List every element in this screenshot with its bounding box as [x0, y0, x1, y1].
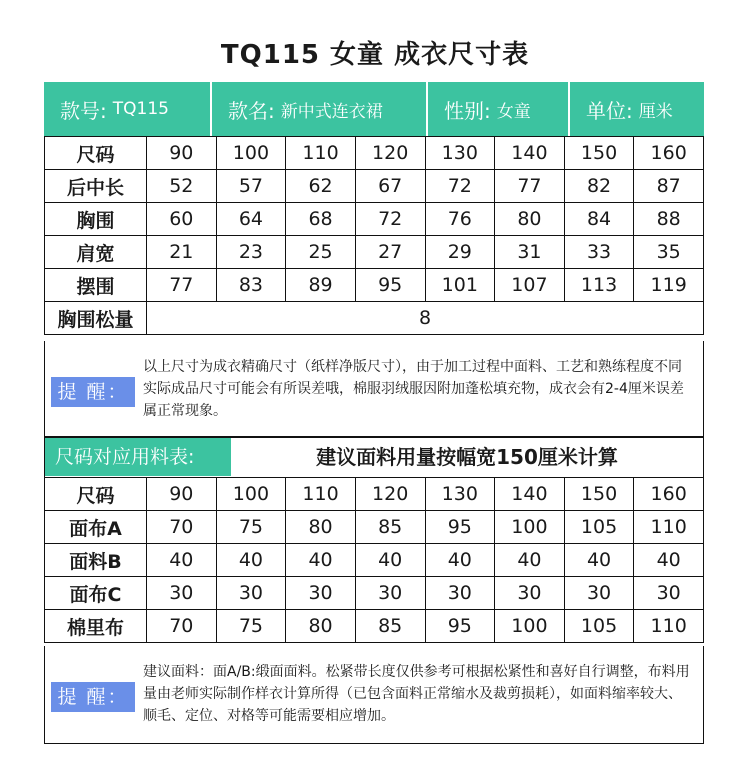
- reminder-text: 以上尺寸为成衣精确尺寸（纸样净版尺寸），由于加工过程中面料、工艺和熟练程度不同实际成品尺寸可能会有所误差哦，棉服羽绒服因附加蓬松填充物，成衣会有2-4厘米误差属正常现象。: [143, 359, 684, 419]
- table-cell: 140: [495, 137, 565, 170]
- table-cell: 85: [355, 610, 425, 643]
- table-cell: 85: [355, 511, 425, 544]
- table-cell: 140: [495, 478, 565, 511]
- gender-value: 女童: [496, 101, 531, 122]
- table-cell: 76: [425, 203, 495, 236]
- table-cell: 40: [425, 544, 495, 577]
- table-cell: 89: [286, 269, 356, 302]
- material-row: [45, 577, 704, 610]
- table-cell: 105: [564, 610, 634, 643]
- table-cell: 80: [495, 203, 565, 236]
- table-cell: 40: [355, 544, 425, 577]
- unit-cell: [568, 82, 704, 136]
- table-cell: 70: [147, 511, 217, 544]
- table-cell: 150: [564, 478, 634, 511]
- table-cell: 80: [286, 610, 356, 643]
- table-cell: 30: [564, 577, 634, 610]
- table-cell: 90: [147, 137, 217, 170]
- size-row: [45, 269, 704, 302]
- reminder-text: 建议面料：面A/B:缎面面料。松紧带长度仅供参考可根据松紧性和喜好自行调整，布料用量由老师实际制作样衣计算所得（已包含面料正常缩水及裁剪损耗），如面料缩率较大、顺毛、定位、对格等可能需要相应增加。: [143, 664, 690, 724]
- row-label: 面布A: [45, 511, 147, 544]
- row-label: 胸围: [45, 203, 147, 236]
- table-cell: 84: [564, 203, 634, 236]
- table-cell: 77: [147, 269, 217, 302]
- table-cell: 110: [634, 511, 704, 544]
- table-cell: 30: [425, 577, 495, 610]
- table-cell: 95: [425, 511, 495, 544]
- style-name-cell: [210, 82, 426, 136]
- size-row: [45, 236, 704, 269]
- table-cell: 30: [634, 577, 704, 610]
- ease-label: 胸围松量: [45, 302, 147, 335]
- table-cell: 70: [147, 610, 217, 643]
- gender-label: 性别:: [444, 98, 491, 123]
- table-cell: 120: [355, 478, 425, 511]
- table-cell: 75: [216, 610, 286, 643]
- table-cell: 68: [286, 203, 356, 236]
- ease-value: 8: [147, 302, 704, 335]
- table-cell: 40: [147, 544, 217, 577]
- table-cell: 30: [147, 577, 217, 610]
- table-cell: 29: [425, 236, 495, 269]
- table-cell: 110: [286, 478, 356, 511]
- table-cell: 40: [216, 544, 286, 577]
- row-label: 肩宽: [45, 236, 147, 269]
- table-cell: 23: [216, 236, 286, 269]
- table-cell: 130: [425, 478, 495, 511]
- table-cell: 33: [564, 236, 634, 269]
- table-cell: 80: [286, 511, 356, 544]
- table-cell: 110: [286, 137, 356, 170]
- material-section-header: [44, 437, 704, 477]
- reminder-box-2: [44, 646, 704, 744]
- table-cell: 64: [216, 203, 286, 236]
- table-cell: 30: [495, 577, 565, 610]
- table-cell: 100: [495, 610, 565, 643]
- table-cell: 77: [495, 170, 565, 203]
- table-cell: 30: [355, 577, 425, 610]
- table-cell: 101: [425, 269, 495, 302]
- size-table: [44, 136, 704, 335]
- unit-label: 单位:: [586, 98, 633, 123]
- material-section-note: 建议面料用量按幅宽150厘米计算: [316, 445, 618, 469]
- material-table: [44, 477, 704, 643]
- table-cell: 100: [216, 137, 286, 170]
- page-title: TQ115 女童 成衣尺寸表: [220, 40, 530, 70]
- table-cell: 100: [216, 478, 286, 511]
- reminder-box-1: [44, 341, 704, 437]
- table-cell: 75: [216, 511, 286, 544]
- size-row: [45, 170, 704, 203]
- ease-row: [45, 302, 704, 335]
- row-label: 尺码: [45, 478, 147, 511]
- row-label: 后中长: [45, 170, 147, 203]
- style-name-label: 款名:: [228, 98, 275, 123]
- table-cell: 60: [147, 203, 217, 236]
- table-cell: 40: [634, 544, 704, 577]
- table-cell: 72: [355, 203, 425, 236]
- style-number-value: TQ115: [112, 99, 169, 119]
- table-cell: 62: [286, 170, 356, 203]
- style-number-label: 款号:: [60, 98, 107, 123]
- table-cell: 83: [216, 269, 286, 302]
- table-cell: 27: [355, 236, 425, 269]
- style-number-cell: [44, 82, 210, 136]
- row-label: 面布C: [45, 577, 147, 610]
- table-cell: 95: [355, 269, 425, 302]
- table-cell: 21: [147, 236, 217, 269]
- style-info-bar: [44, 82, 704, 136]
- row-label: 面料B: [45, 544, 147, 577]
- table-cell: 113: [564, 269, 634, 302]
- table-cell: 87: [634, 170, 704, 203]
- table-cell: 30: [286, 577, 356, 610]
- table-cell: 110: [634, 610, 704, 643]
- table-cell: 67: [355, 170, 425, 203]
- table-cell: 105: [564, 511, 634, 544]
- table-cell: 100: [495, 511, 565, 544]
- style-name-value: 新中式连衣裙: [280, 101, 383, 122]
- table-cell: 160: [634, 137, 704, 170]
- table-cell: 35: [634, 236, 704, 269]
- table-cell: 107: [495, 269, 565, 302]
- row-label: 摆围: [45, 269, 147, 302]
- table-cell: 25: [286, 236, 356, 269]
- size-row: [45, 203, 704, 236]
- table-cell: 150: [564, 137, 634, 170]
- table-cell: 119: [634, 269, 704, 302]
- table-cell: 95: [425, 610, 495, 643]
- table-cell: 57: [216, 170, 286, 203]
- table-cell: 40: [286, 544, 356, 577]
- table-cell: 72: [425, 170, 495, 203]
- table-cell: 82: [564, 170, 634, 203]
- table-cell: 90: [147, 478, 217, 511]
- table-cell: 120: [355, 137, 425, 170]
- reminder-tag: 提 醒：: [51, 377, 135, 407]
- table-cell: 40: [495, 544, 565, 577]
- table-cell: 160: [634, 478, 704, 511]
- material-row: [45, 544, 704, 577]
- table-cell: 40: [564, 544, 634, 577]
- material-section-tag: 尺码对应用料表:: [45, 438, 231, 476]
- row-label: 尺码: [45, 137, 147, 170]
- unit-value: 厘米: [638, 101, 673, 122]
- material-row: [45, 478, 704, 511]
- material-row: [45, 511, 704, 544]
- table-cell: 130: [425, 137, 495, 170]
- table-cell: 88: [634, 203, 704, 236]
- table-cell: 30: [216, 577, 286, 610]
- row-label: 棉里布: [45, 610, 147, 643]
- material-row: [45, 610, 704, 643]
- gender-cell: [426, 82, 568, 136]
- reminder-tag: 提 醒：: [51, 682, 135, 712]
- table-cell: 52: [147, 170, 217, 203]
- size-row: [45, 137, 704, 170]
- table-cell: 31: [495, 236, 565, 269]
